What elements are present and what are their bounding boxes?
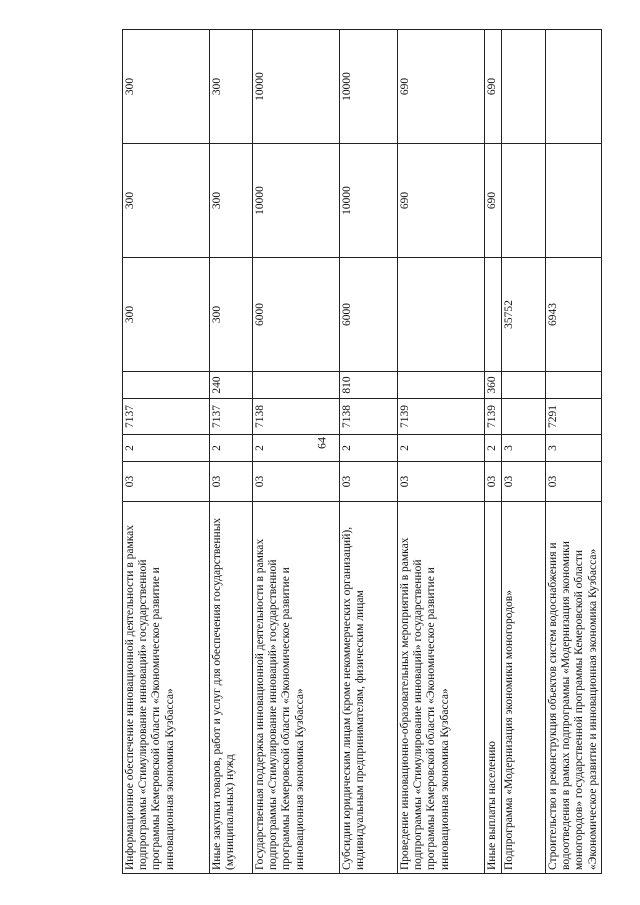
row-amount-1: 6000: [340, 258, 398, 372]
row-code: [502, 399, 546, 435]
row-name: Информационное обеспечение инновационной деятельности в рамках подпрограммы «Стимулирование инноваций» государственной программы Кемеровской области «Экономическое развитие и инновационная экономика Кузбасса»: [123, 502, 210, 874]
row-subprogram: 2: [340, 435, 398, 462]
row-subprogram: 3: [546, 435, 602, 462]
row-amount-1: 6000: [253, 258, 340, 372]
row-expense-type: 810: [340, 372, 398, 399]
row-amount-3: 300: [123, 30, 210, 144]
row-section: 03: [398, 462, 485, 502]
row-amount-2: [546, 144, 602, 258]
row-amount-2: 10000: [253, 144, 340, 258]
row-name: Проведение инновационно-образовательных мероприятий в рамках подпрограммы «Стимулирование инноваций» государственной программы Кемеровской области «Экономическое развитие и инновационная экономика Кузбасса»: [398, 502, 485, 874]
table-row: [546, 30, 602, 874]
row-subprogram: 3: [502, 435, 546, 462]
row-amount-1: 6943: [546, 258, 602, 372]
row-code: 7138: [253, 399, 340, 435]
table-row: [502, 30, 546, 874]
row-name: Государственная поддержка инновационной деятельности в рамках подпрограммы «Стимулирование инноваций» государственной программы Кемеровской области «Экономическое развитие и инновационная экономика Кузбасса»: [253, 502, 340, 874]
row-amount-2: 10000: [340, 144, 398, 258]
row-subprogram: 2: [210, 435, 253, 462]
row-name: Иные выплаты населению: [485, 502, 502, 874]
row-amount-3: [502, 30, 546, 144]
row-amount-2: 690: [485, 144, 502, 258]
row-amount-2: [502, 144, 546, 258]
table-row: [123, 30, 210, 874]
row-amount-1: 300: [210, 258, 253, 372]
row-amount-1: [398, 258, 485, 372]
row-name: Подпрограмма «Модернизация экономики моногородов»: [502, 502, 546, 874]
row-code: 7139: [398, 399, 485, 435]
row-amount-1: [485, 258, 502, 372]
budget-table-rotated: [122, 30, 599, 874]
row-name: Строительство и реконструкция объектов систем водоснабжения и водоотведения в рамках подпрограммы «Модернизация экономики моногородов» государственной программы Кемеровской области «Экономическое развитие и инновационная экономика Кузбасса»: [546, 502, 602, 874]
row-name: Иные закупки товаров, работ и услуг для обеспечения государственных (муниципальных) нужд: [210, 502, 253, 874]
row-expense-type: [398, 372, 485, 399]
row-amount-3: 10000: [253, 30, 340, 144]
row-section: 03: [502, 462, 546, 502]
row-amount-3: 690: [485, 30, 502, 144]
row-expense-type: [546, 372, 602, 399]
budget-table: [122, 29, 602, 874]
row-amount-2: 300: [210, 144, 253, 258]
row-subprogram: 2: [398, 435, 485, 462]
row-expense-type: [502, 372, 546, 399]
row-code: 7138: [340, 399, 398, 435]
row-subprogram: 2: [253, 435, 340, 462]
row-section: 03: [210, 462, 253, 502]
table-row: [398, 30, 485, 874]
page-number: 64: [314, 437, 329, 449]
row-section: 03: [253, 462, 340, 502]
row-amount-3: 690: [398, 30, 485, 144]
row-subprogram: 2: [485, 435, 502, 462]
table-row: [210, 30, 253, 874]
row-expense-type: [253, 372, 340, 399]
row-amount-2: 300: [123, 144, 210, 258]
row-section: 03: [546, 462, 602, 502]
row-section: 03: [340, 462, 398, 502]
row-name: Субсидии юридическим лицам (кроме некоммерческих организаций), индивидуальным предпринимателям, физическим лицам: [340, 502, 398, 874]
row-expense-type: 360: [485, 372, 502, 399]
row-amount-3: 300: [210, 30, 253, 144]
row-code: 7137: [123, 399, 210, 435]
row-section: 03: [123, 462, 210, 502]
row-code: 7137: [210, 399, 253, 435]
row-code: 7291: [546, 399, 602, 435]
row-amount-3: 10000: [340, 30, 398, 144]
table-row: [485, 30, 502, 874]
row-code: 7139: [485, 399, 502, 435]
table-row: [340, 30, 398, 874]
row-amount-1: 300: [123, 258, 210, 372]
row-amount-3: [546, 30, 602, 144]
table-row: [253, 30, 340, 874]
row-subprogram: 2: [123, 435, 210, 462]
row-expense-type: [123, 372, 210, 399]
row-section: 03: [485, 462, 502, 502]
row-amount-2: 690: [398, 144, 485, 258]
row-amount-1: 35752: [502, 258, 546, 372]
row-expense-type: 240: [210, 372, 253, 399]
